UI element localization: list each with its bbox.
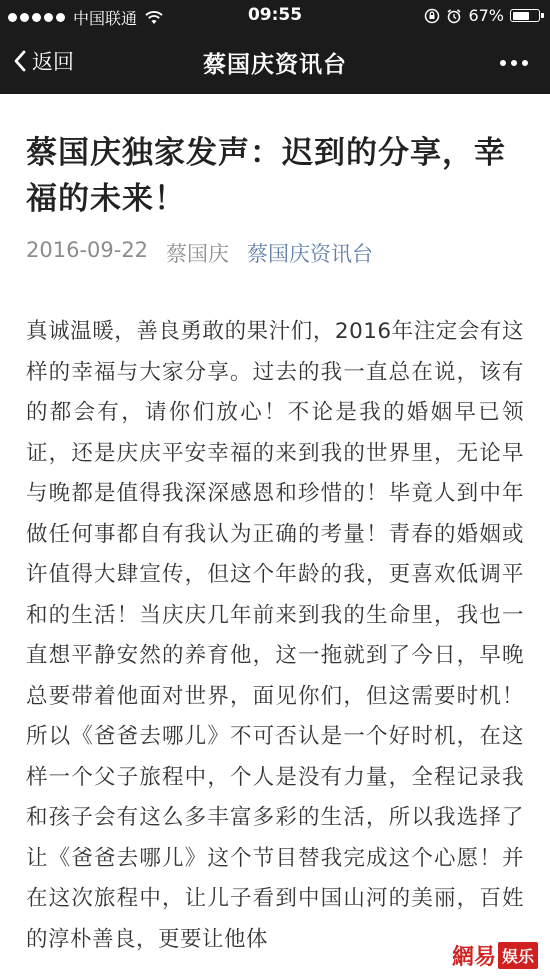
battery-level bbox=[513, 12, 529, 20]
article-title: 蔡国庆独家发声：迟到的分享，幸福的未来！ bbox=[26, 135, 506, 217]
status-bar bbox=[0, 0, 550, 32]
more-dot-icon bbox=[511, 60, 517, 66]
carrier-name: 中国联通 bbox=[73, 9, 138, 28]
more-dot-icon bbox=[500, 60, 506, 66]
status-time: 09:55 bbox=[247, 5, 303, 25]
article-meta bbox=[26, 238, 524, 268]
author-name: 蔡国庆 bbox=[166, 242, 230, 266]
more-dot-icon bbox=[522, 60, 528, 66]
battery-percent: 67% bbox=[468, 6, 504, 25]
rotation-lock-icon bbox=[424, 8, 440, 24]
account-link[interactable]: 蔡国庆资讯台 bbox=[247, 242, 374, 266]
status-right bbox=[424, 6, 540, 25]
article-body: 真诚温暖，善良勇敢的果汁们，2016年注定会有这样的幸福与大家分享。过去的我一直总在说，该有的都会有，请你们放心！不论是我的婚姻早已领证，还是庆庆平安幸福的来到我的世界里，无论早与晚都是值得我深深感恩和珍惜的！毕竟人到中年做任何事都自有我认为正确的考量！青春的婚姻或许值得大肆宣传，但这个年龄的我，更喜欢低调平和的生活！当庆庆几年前来到我的生命里，我也一直想平静安然的养育他，这一拖就到了今日，早晚总要带着他面对世界，面见你们，但这需要时机！所以《爸爸去哪儿》不可否认是一个好时机，在这样一个父子旅程中，个人是没有力量，全程记录我和孩子会有这么多丰富多彩的生活，所以我选择了让《爸爸去哪儿》这个节目替我完成这个心愿！并在这次旅程中，让儿子看到中国山河的美丽，百姓的淳朴善良，更要让他体 bbox=[26, 319, 524, 952]
nav-title: 蔡国庆资讯台 bbox=[203, 52, 347, 78]
nav-bar bbox=[0, 32, 550, 94]
netease-watermark bbox=[448, 938, 542, 973]
watermark-tag: 娱乐 bbox=[498, 942, 538, 969]
watermark-logo: 網易 bbox=[451, 944, 496, 970]
publish-date: 2016-09-22 bbox=[26, 238, 149, 262]
alarm-icon bbox=[446, 8, 462, 24]
back-label: 返回 bbox=[32, 50, 74, 74]
battery-icon bbox=[510, 9, 540, 22]
more-options-button[interactable] bbox=[500, 60, 528, 66]
article bbox=[0, 94, 550, 960]
